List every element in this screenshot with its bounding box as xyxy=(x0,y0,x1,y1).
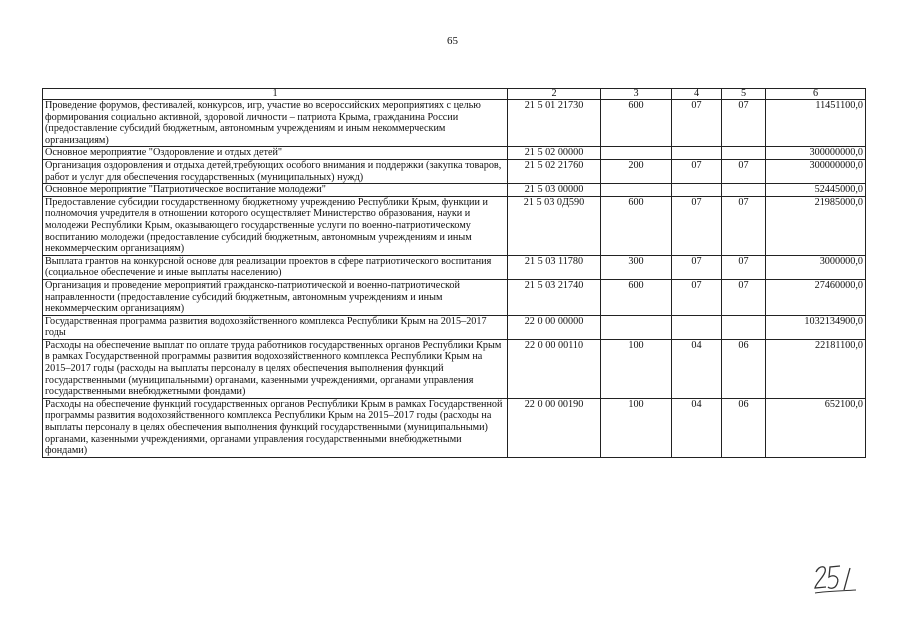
row-kvr-cell xyxy=(601,147,672,160)
row-code-cell: 22 0 00 00110 xyxy=(508,339,601,398)
row-sum-cell: 27460000,0 xyxy=(766,279,866,315)
row-name-cell: Выплата грантов на конкурсной основе для реализации проектов в сфере патриотического воспитания (социальное обеспечение и иные выплаты населению) xyxy=(43,255,508,279)
row-code-cell: 21 5 03 11780 xyxy=(508,255,601,279)
row-rz-cell xyxy=(672,147,722,160)
row-rz-cell: 07 xyxy=(672,159,722,183)
row-sum-cell: 3000000,0 xyxy=(766,255,866,279)
row-kvr-cell: 200 xyxy=(601,159,672,183)
row-sum-cell: 11451100,0 xyxy=(766,100,866,147)
row-code-cell: 22 0 00 00190 xyxy=(508,398,601,457)
row-name-cell: Организация и проведение мероприятий гражданско-патриотической и военно-патриотической направленности (предоставление субсидий бюджетным, автономным учреждениям и иным некоммерческим организациям) xyxy=(43,279,508,315)
row-sum-cell: 21985000,0 xyxy=(766,196,866,255)
row-rz-cell: 07 xyxy=(672,100,722,147)
column-header-kvr: 3 xyxy=(601,89,672,100)
budget-table xyxy=(42,88,866,458)
row-name-cell: Расходы на обеспечение выплат по оплате труда работников государственных органов Республики Крым в рамках Государственной программы развития водохозяйственного комплекса Республики Крым на 2015–2017 годы (расходы на выплаты персоналу в целях обеспечения выполнения функций государственными (муниципальными) органами, казенными учреждениями, органами управления государственными внебюджетными фондами) xyxy=(43,339,508,398)
table-row xyxy=(43,279,866,315)
row-kvr-cell xyxy=(601,315,672,339)
row-kvr-cell xyxy=(601,184,672,197)
row-rz-cell: 04 xyxy=(672,339,722,398)
row-pr-cell: 07 xyxy=(722,279,766,315)
row-rz-cell: 07 xyxy=(672,255,722,279)
row-pr-cell: 06 xyxy=(722,339,766,398)
row-code-cell: 21 5 03 21740 xyxy=(508,279,601,315)
table-row xyxy=(43,159,866,183)
handwritten-page-mark xyxy=(810,560,860,596)
row-pr-cell: 07 xyxy=(722,196,766,255)
row-sum-cell: 652100,0 xyxy=(766,398,866,457)
row-code-cell: 21 5 02 00000 xyxy=(508,147,601,160)
row-kvr-cell: 300 xyxy=(601,255,672,279)
page-number: 65 xyxy=(447,35,458,47)
row-pr-cell: 07 xyxy=(722,100,766,147)
row-code-cell: 22 0 00 00000 xyxy=(508,315,601,339)
row-name-cell: Предоставление субсидии государственному бюджетному учреждению Республики Крым, функции и полномочия учредителя в отношении которого осуществляет Министерство образования, науки и молодежи Республики Крым, оказывающего государственные услуги по военно-патриотическому воспитанию молодежи (предоставление субсидий бюджетным, автономным учреждениям и иным некоммерческим организациям) xyxy=(43,196,508,255)
table-row xyxy=(43,100,866,147)
row-pr-cell xyxy=(722,147,766,160)
row-name-cell: Основное мероприятие "Патриотическое воспитание молодежи" xyxy=(43,184,508,197)
column-header-code: 2 xyxy=(508,89,601,100)
row-sum-cell: 52445000,0 xyxy=(766,184,866,197)
row-pr-cell xyxy=(722,315,766,339)
row-code-cell: 21 5 03 0Д590 xyxy=(508,196,601,255)
table-body xyxy=(43,100,866,458)
row-rz-cell: 07 xyxy=(672,196,722,255)
row-name-cell: Основное мероприятие "Оздоровление и отдых детей" xyxy=(43,147,508,160)
table-row xyxy=(43,398,866,457)
column-header-sum: 6 xyxy=(766,89,866,100)
table-row xyxy=(43,255,866,279)
column-header-name: 1 xyxy=(43,89,508,100)
header-row xyxy=(43,89,866,100)
row-code-cell: 21 5 01 21730 xyxy=(508,100,601,147)
row-sum-cell: 300000000,0 xyxy=(766,147,866,160)
row-sum-cell: 300000000,0 xyxy=(766,159,866,183)
table-row xyxy=(43,315,866,339)
row-kvr-cell: 600 xyxy=(601,100,672,147)
column-header-rz: 4 xyxy=(672,89,722,100)
row-rz-cell xyxy=(672,315,722,339)
table-row xyxy=(43,147,866,160)
row-code-cell: 21 5 03 00000 xyxy=(508,184,601,197)
row-name-cell: Государственная программа развития водохозяйственного комплекса Республики Крым на 2015–2017 годы xyxy=(43,315,508,339)
row-code-cell: 21 5 02 21760 xyxy=(508,159,601,183)
row-pr-cell xyxy=(722,184,766,197)
column-header-pr: 5 xyxy=(722,89,766,100)
row-kvr-cell: 600 xyxy=(601,279,672,315)
row-rz-cell xyxy=(672,184,722,197)
row-name-cell: Организация оздоровления и отдыха детей,требующих особого внимания и поддержки (закупка товаров, работ и услуг для обеспечения государственных (муниципальных) нужд) xyxy=(43,159,508,183)
row-kvr-cell: 100 xyxy=(601,339,672,398)
row-rz-cell: 07 xyxy=(672,279,722,315)
row-pr-cell: 07 xyxy=(722,159,766,183)
row-kvr-cell: 100 xyxy=(601,398,672,457)
row-pr-cell: 07 xyxy=(722,255,766,279)
table-row xyxy=(43,184,866,197)
table-row xyxy=(43,339,866,398)
row-pr-cell: 06 xyxy=(722,398,766,457)
row-name-cell: Расходы на обеспечение функций государственных органов Республики Крым в рамках Государственной программы развития водохозяйственного комплекса Республики Крым на 2015–2017 годы (расходы на выплаты персоналу в целях обеспечения выполнения функций государственными (муниципальными) органами, казенными учреждениями, органами управления государственными внебюджетными фондами) xyxy=(43,398,508,457)
row-sum-cell: 1032134900,0 xyxy=(766,315,866,339)
row-kvr-cell: 600 xyxy=(601,196,672,255)
table-row xyxy=(43,196,866,255)
row-sum-cell: 22181100,0 xyxy=(766,339,866,398)
row-rz-cell: 04 xyxy=(672,398,722,457)
row-name-cell: Проведение форумов, фестивалей, конкурсов, игр, участие во всероссийских мероприятиях с целью формирования социально активной, здоровой личности – патриота Крыма, гражданина России (предоставление субсидий бюджетным, автономным учреждениям и иным некоммерческим организациям) xyxy=(43,100,508,147)
